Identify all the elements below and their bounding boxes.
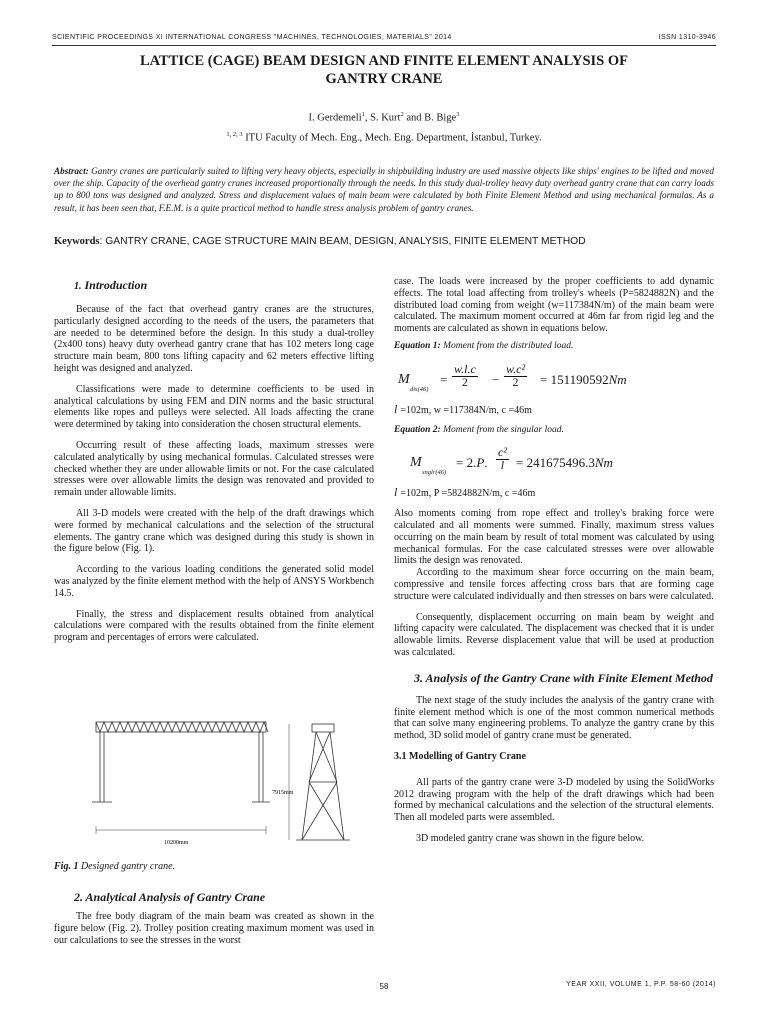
equation-1-desc: Moment from the distributed load. xyxy=(440,340,574,351)
figure-1-caption xyxy=(54,861,175,872)
author-2: , S. Kurt xyxy=(364,112,401,124)
affiliation-sup: 1, 2, 3 xyxy=(226,131,243,138)
header-journal: SCIENTIFIC PROCEEDINGS XI INTERNATIONAL CONGRESS "MACHINES, TECHNOLOGIES, MATERIALS" 2014 xyxy=(52,34,452,41)
section-1-number: 1. xyxy=(74,281,82,292)
figure-1 xyxy=(54,712,374,852)
height-dimension-label: 7915mm xyxy=(272,790,294,796)
affiliation-text: ITU Faculty of Mech. Eng., Mech. Eng. Department, İstanbul, Turkey. xyxy=(242,132,542,144)
keywords-label: Keywords xyxy=(54,236,100,247)
equation-1-label-text: Equation 1: xyxy=(394,340,441,351)
equation-1-unit: Nm xyxy=(608,371,627,387)
header-rule xyxy=(52,45,716,46)
intro-paragraph-6: Finally, the stress and displacement results obtained from analytical calculations were compared with the results obtained from the finite element program and percentages of errors were calculated. xyxy=(54,608,374,644)
author-2-sup: 2 xyxy=(400,111,404,118)
subsection-3-1-heading: 3.1 Modelling of Gantry Crane xyxy=(394,750,526,762)
gantry-crane-drawing xyxy=(54,712,374,852)
title-line-2: GANTRY CRANE xyxy=(325,71,443,87)
paper-title xyxy=(60,52,708,88)
section-2-paragraph-1: The free body diagram of the main beam was created as shown in the figure below (Fig. 2). Trolley position creating maximum moment was used in our calculations to see the stresses in the worst xyxy=(54,911,374,946)
abstract xyxy=(54,165,714,214)
author-3-sup: 3 xyxy=(456,111,460,118)
equation-2: M snglr(46) = 2.P. $\frac{\text{c²}}{l}$ = 241675496.3Nm xyxy=(410,445,613,477)
equation-1-label xyxy=(394,341,714,353)
abstract-text: Gantry cranes are particularly suited to lifting very heavy objects, especially in shipbuilding industry are used massive objects like ships' engines to be lifted and moved over the ship. Capacity of the overhead gantry cranes increased proportionally through the needs. In this study dual-trolley heavy duty overhead gantry crane that can carry loads up to 800 tons was designed and analyzed. Stress and displacement values of main beam were calculated by both Finite Element Method and using mechanical formulas. As a result, it has been seen that, F.E.M. is a quite practical method to handle stress analysis problem of gantry cranes. xyxy=(54,166,714,213)
figure-1-caption-text: Designed gantry crane. xyxy=(78,861,176,872)
author-3: and B. Bige xyxy=(403,112,457,124)
equation-2-result: = 241675496.3 xyxy=(516,455,595,471)
keywords-text: : GANTRY CRANE, CAGE STRUCTURE MAIN BEAM, DESIGN, ANALYSIS, FINITE ELEMENT METHOD xyxy=(99,236,586,247)
keywords xyxy=(54,236,714,247)
figure-1-label: Fig. 1 xyxy=(54,861,79,872)
author-list xyxy=(0,111,768,124)
right-paragraph-6: All parts of the gantry crane were 3-D modeled by using the SolidWorks 2012 drawing program with the help of the draft drawings which had been formed by mechanical calculations and the selection of the structural elements. Then all modeled parts were assembled. xyxy=(394,776,714,824)
right-column xyxy=(394,276,714,854)
intro-paragraph-3: Occurring result of these affecting loads, maximum stresses were calculated analytically by using mechanical formulas. Calculated stresses were checked whether they are under allowable limits or not. For the case calculated stresses were over allowable limits the design was renovated and provided to remain under allowable limits. xyxy=(54,439,374,499)
section-1-heading xyxy=(74,278,374,294)
footer-volume: YEAR XXII, VOLUME 1, P.P. 58-60 (2014) xyxy=(566,981,716,988)
right-paragraph-7: 3D modeled gantry crane was shown in the figure below. xyxy=(416,832,645,844)
equation-2-variables: l =102m, P =5824882N/m, c =46m xyxy=(394,485,536,500)
right-paragraph-1: case. The loads were increased by the proper coefficients to add dynamic effects. The total load affecting from trolley's wheels (P=5824882N) and the distributed load coming from weight (w=117384N/m) of the main beam were calculated. The maximum moment occurred at 46m far from rigid leg and the moments are calculated as shown in equations below. xyxy=(394,276,714,335)
equation-1-result: = 151190592 xyxy=(540,371,609,387)
section-2-paragraph xyxy=(54,911,374,946)
equation-2-desc: Moment from the singular load. xyxy=(440,424,564,435)
equation-2-label xyxy=(394,425,714,437)
right-paragraph-5: The next stage of the study includes the analysis of the gantry crane with finite element method which is one of the most common numerical methods that can solve many engineering problems. To analyze the gantry crane by this method, 3D solid model of gantry crane must be generated. xyxy=(394,694,714,742)
left-column xyxy=(54,278,374,653)
affiliation xyxy=(0,131,768,144)
equation-2-label-text: Equation 2: xyxy=(394,424,441,435)
intro-paragraph-5: According to the various loading conditions the generated solid model was analyzed by the finite element method with the help of ANSYS Workbench 14.5. xyxy=(54,564,374,599)
equation-2-unit: Nm xyxy=(594,455,613,471)
equation-1-variables: l =102m, w =117384N/m, c =46m xyxy=(394,401,532,416)
equation-2-vars-text: =102m, P =5824882N/m, c =46m xyxy=(400,488,536,500)
title-line-1: LATTICE (CAGE) BEAM DESIGN AND FINITE ELEMENT ANALYSIS OF xyxy=(139,53,628,69)
intro-paragraph-2: Classifications were made to determine coefficients to be used in analytical calculations by using FEM and DIN norms and the basic structural elements like ropes and pulleys were selected. All loads affecting the crane were determined by taking into consideration the chosen structural elements. xyxy=(54,383,374,431)
section-3-heading: 3. Analysis of the Gantry Crane with Finite Element Method xyxy=(414,670,713,685)
page-number: 58 xyxy=(379,982,389,991)
width-dimension-label: 10200mm xyxy=(164,840,189,846)
right-paragraph-2: Also moments coming from rope effect and trolley's braking force were calculated and all moments were summed. Finally, maximum stress values occurring on the main beam by result of total moment was calculated by using mechanical formulas. For the case calculated stresses were over allowable limits the design was renovated. xyxy=(394,508,714,567)
author-1-sup: 1 xyxy=(361,111,365,118)
right-paragraph-4: Consequently, displacement occurring on main beam by weight and lifting capacity were calculated. The displacement was checked that it is under allowable limits. Reverse displacement value that will be used at production was calculated. xyxy=(394,611,714,658)
section-1-title: Introduction xyxy=(81,278,148,292)
intro-paragraph-1: Because of the fact that overhead gantry cranes are the structures, particularly designed according to the needs of the users, the parameters that are needed to be determined before the design. In this study a dual-trolley (2x400 tons) heavy duty overhead gantry crane that has 102 meters long cage structure main beam, 800 tons lifting capacity and 62 meters effective lifting height was designed and analyzed. xyxy=(54,304,374,374)
header-issn: ISSN 1310-3946 xyxy=(658,34,716,41)
abstract-label: Abstract: xyxy=(54,166,89,176)
equation-1-vars-text: =102m, w =117384N/m, c =46m xyxy=(400,404,532,416)
author-1: I. Gerdemeli xyxy=(308,112,362,124)
section-2-heading: 2. Analytical Analysis of Gantry Crane xyxy=(74,890,266,904)
equation-1: M dis(46) = $\frac{w.l.c}{2}$ − $\frac{\text{w.c²}}{2}$ = 151190592Nm xyxy=(398,361,627,393)
intro-paragraph-4: All 3-D models were created with the help of the draft drawings which were formed by mechanical calculations and the selection of the structural elements. The gantry crane which was designed during this study is shown in the figure below (Fig. 1). xyxy=(54,507,374,555)
right-paragraph-3: According to the maximum shear force occurring on the main beam, compressive and tensile forces affecting cross bars that are forming cage structure were calculated individually and then stresses on bars were calculated. xyxy=(394,567,714,602)
